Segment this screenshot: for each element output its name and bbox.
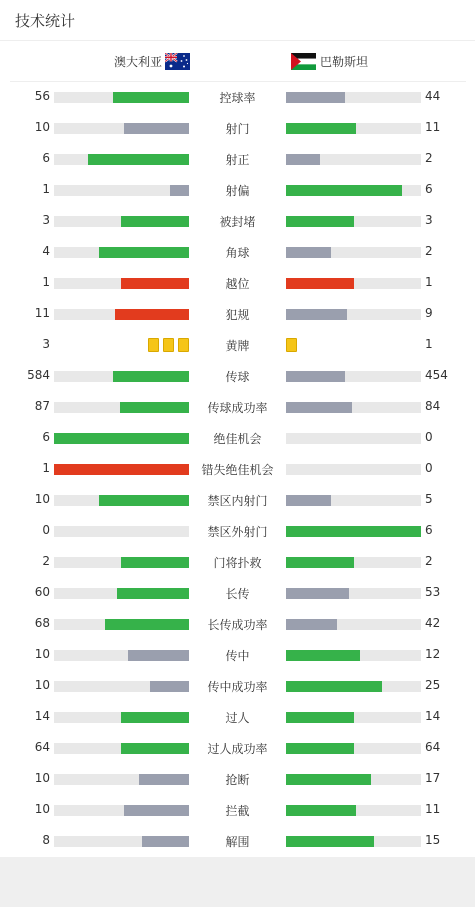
away-stat-bar xyxy=(286,712,354,723)
home-stat-bar xyxy=(121,743,189,754)
away-stat-value: 2 xyxy=(425,244,433,258)
yellow-card-icon xyxy=(286,338,297,352)
stat-row xyxy=(0,733,475,764)
home-stat-bar-track xyxy=(54,743,189,754)
away-yellow-cards xyxy=(286,338,297,352)
away-stat-bar-track xyxy=(286,495,421,506)
home-stat-value: 0 xyxy=(42,523,50,537)
stat-row xyxy=(0,671,475,702)
away-stat-bar xyxy=(286,774,371,785)
home-stat-bar xyxy=(115,309,189,320)
away-stat-bar-track xyxy=(286,154,421,165)
away-stat-bar xyxy=(286,123,356,134)
away-stat-bar xyxy=(286,619,337,630)
away-stat-value: 0 xyxy=(425,430,433,444)
away-stat-value: 0 xyxy=(425,461,433,475)
stat-label: 射偏 xyxy=(225,184,250,198)
stat-row xyxy=(0,640,475,671)
stat-label: 禁区内射门 xyxy=(207,494,268,508)
home-stat-bar-track xyxy=(54,278,189,289)
yellow-card-icon xyxy=(148,338,159,352)
home-stat-value: 64 xyxy=(34,740,50,754)
away-stat-value: 11 xyxy=(425,802,441,816)
stat-row xyxy=(0,144,475,175)
stat-label: 射正 xyxy=(225,153,250,167)
home-stat-bar xyxy=(121,712,189,723)
away-stat-bar xyxy=(286,526,421,537)
home-stat-value: 14 xyxy=(34,709,50,723)
home-stat-value: 11 xyxy=(34,306,50,320)
stat-row xyxy=(0,361,475,392)
home-stat-value: 10 xyxy=(34,120,50,134)
home-stat-bar-track xyxy=(54,557,189,568)
away-stat-bar xyxy=(286,495,331,506)
home-stat-value: 1 xyxy=(42,461,50,475)
home-stat-bar xyxy=(121,216,189,227)
home-stat-bar-track xyxy=(54,650,189,661)
home-stat-bar xyxy=(142,836,189,847)
away-stat-value: 42 xyxy=(425,616,441,630)
stat-label: 拦截 xyxy=(225,804,250,818)
home-stat-bar xyxy=(121,278,189,289)
home-stat-bar-track xyxy=(54,216,189,227)
away-stat-value: 11 xyxy=(425,120,441,134)
away-stat-bar xyxy=(286,371,345,382)
away-stat-value: 64 xyxy=(425,740,441,754)
away-stat-bar xyxy=(286,650,360,661)
away-stat-value: 15 xyxy=(425,833,441,847)
stat-label: 黄牌 xyxy=(225,339,250,353)
stat-label: 门将扑救 xyxy=(213,556,262,570)
stat-label: 抢断 xyxy=(225,773,250,787)
home-stat-value: 10 xyxy=(34,678,50,692)
stat-label: 绝佳机会 xyxy=(213,432,262,446)
away-stat-value: 2 xyxy=(425,151,433,165)
stat-label: 过人 xyxy=(225,711,250,725)
away-stat-bar-track xyxy=(286,712,421,723)
home-stat-value: 6 xyxy=(42,430,50,444)
home-stat-value: 3 xyxy=(42,337,50,351)
away-stat-bar-track xyxy=(286,774,421,785)
stat-row xyxy=(0,330,475,361)
home-stat-bar xyxy=(128,650,189,661)
stat-row xyxy=(0,423,475,454)
home-stat-bar xyxy=(139,774,189,785)
away-stat-bar xyxy=(286,92,345,103)
away-stat-bar xyxy=(286,402,352,413)
home-stat-value: 8 xyxy=(42,833,50,847)
home-stat-bar-track xyxy=(54,402,189,413)
home-stat-value: 10 xyxy=(34,647,50,661)
away-stat-value: 454 xyxy=(425,368,448,382)
home-stat-value: 6 xyxy=(42,151,50,165)
away-stat-bar-track xyxy=(286,92,421,103)
home-stat-bar-track xyxy=(54,123,189,134)
stat-row xyxy=(0,454,475,485)
home-stat-bar xyxy=(105,619,189,630)
palestine-flag-icon xyxy=(291,53,316,70)
home-stat-bar xyxy=(124,805,189,816)
away-stat-bar xyxy=(286,154,320,165)
home-team-name: 澳大利亚 xyxy=(113,55,162,69)
stat-row xyxy=(0,299,475,330)
away-stat-bar-track xyxy=(286,588,421,599)
home-stat-value: 1 xyxy=(42,275,50,289)
stat-label: 犯规 xyxy=(225,308,250,322)
away-stat-bar-track xyxy=(286,185,421,196)
away-stat-value: 2 xyxy=(425,554,433,568)
away-stat-bar xyxy=(286,836,374,847)
away-stat-bar-track xyxy=(286,526,421,537)
away-stat-bar-track xyxy=(286,681,421,692)
stat-label: 长传成功率 xyxy=(207,618,268,632)
stat-label: 禁区外射门 xyxy=(207,525,268,539)
away-stat-value: 44 xyxy=(425,89,441,103)
stat-label: 被封堵 xyxy=(219,215,256,229)
away-stat-bar-track xyxy=(286,278,421,289)
away-stat-bar-track xyxy=(286,433,421,444)
home-stat-bar xyxy=(54,464,189,475)
teams-header xyxy=(0,41,475,81)
home-stat-bar-track xyxy=(54,495,189,506)
away-stat-bar xyxy=(286,309,347,320)
stat-row xyxy=(0,485,475,516)
stat-row xyxy=(0,702,475,733)
away-stat-value: 17 xyxy=(425,771,441,785)
stat-row xyxy=(0,268,475,299)
stat-row xyxy=(0,206,475,237)
stat-label: 传球 xyxy=(225,370,250,384)
home-yellow-cards xyxy=(148,338,189,352)
stat-row xyxy=(0,547,475,578)
stat-row xyxy=(0,516,475,547)
away-stat-bar-track xyxy=(286,464,421,475)
stat-label: 错失绝佳机会 xyxy=(201,463,274,477)
home-stat-bar-track xyxy=(54,526,189,537)
away-stat-bar xyxy=(286,278,354,289)
stats-list xyxy=(0,82,475,857)
home-stat-bar-track xyxy=(54,92,189,103)
stat-row xyxy=(0,113,475,144)
away-stat-bar xyxy=(286,588,349,599)
stat-row xyxy=(0,795,475,826)
home-stat-bar xyxy=(120,402,189,413)
away-stat-bar xyxy=(286,743,354,754)
away-stat-value: 14 xyxy=(425,709,441,723)
away-stat-value: 1 xyxy=(425,275,433,289)
away-stat-bar-track xyxy=(286,216,421,227)
stat-label: 解围 xyxy=(225,835,250,849)
away-stat-bar-track xyxy=(286,309,421,320)
away-stat-value: 9 xyxy=(425,306,433,320)
stat-label: 越位 xyxy=(225,277,250,291)
stat-row xyxy=(0,578,475,609)
home-stat-bar-track xyxy=(54,371,189,382)
home-stat-value: 68 xyxy=(34,616,50,630)
home-stat-bar xyxy=(113,371,189,382)
stat-row xyxy=(0,237,475,268)
away-stat-value: 53 xyxy=(425,585,441,599)
away-stat-bar-track xyxy=(286,557,421,568)
stat-row xyxy=(0,826,475,857)
away-stat-bar-track xyxy=(286,805,421,816)
home-stat-value: 4 xyxy=(42,244,50,258)
home-stat-bar xyxy=(99,495,189,506)
away-stat-bar xyxy=(286,681,382,692)
home-stat-value: 56 xyxy=(34,89,50,103)
away-stat-value: 3 xyxy=(425,213,433,227)
away-stat-value: 6 xyxy=(425,182,433,196)
home-stat-bar xyxy=(88,154,189,165)
stat-label: 长传 xyxy=(225,587,250,601)
away-team-name: 巴勒斯坦 xyxy=(320,55,369,69)
away-stat-bar-track xyxy=(286,836,421,847)
away-stat-value: 12 xyxy=(425,647,441,661)
away-stat-bar xyxy=(286,557,354,568)
home-stat-bar-track xyxy=(54,154,189,165)
home-stat-bar xyxy=(150,681,189,692)
home-stat-value: 10 xyxy=(34,771,50,785)
stat-row xyxy=(0,175,475,206)
home-stat-value: 10 xyxy=(34,492,50,506)
page-title: 技术统计 xyxy=(15,12,76,30)
home-stat-value: 87 xyxy=(34,399,50,413)
home-stat-bar-track xyxy=(54,588,189,599)
away-stat-bar-track xyxy=(286,743,421,754)
stat-label: 角球 xyxy=(225,246,250,260)
stat-row xyxy=(0,392,475,423)
home-stat-value: 1 xyxy=(42,182,50,196)
away-stat-bar xyxy=(286,216,354,227)
home-stat-bar xyxy=(54,433,189,444)
away-stat-value: 25 xyxy=(425,678,441,692)
home-stat-bar xyxy=(124,123,189,134)
away-stat-bar xyxy=(286,185,402,196)
home-stat-bar-track xyxy=(54,464,189,475)
stat-row xyxy=(0,764,475,795)
stat-row xyxy=(0,609,475,640)
home-stat-bar-track xyxy=(54,433,189,444)
away-stat-bar-track xyxy=(286,371,421,382)
away-stat-value: 84 xyxy=(425,399,441,413)
home-stat-bar-track xyxy=(54,247,189,258)
away-stat-value: 1 xyxy=(425,337,433,351)
stat-label: 控球率 xyxy=(219,91,256,105)
home-stat-bar-track xyxy=(54,681,189,692)
home-stat-bar-track xyxy=(54,774,189,785)
away-stat-bar-track xyxy=(286,619,421,630)
home-stat-bar xyxy=(170,185,189,196)
stat-label: 射门 xyxy=(225,122,250,136)
home-stat-bar-track xyxy=(54,836,189,847)
australia-flag-icon xyxy=(165,53,190,70)
stat-label: 传中 xyxy=(225,649,250,663)
home-stat-bar xyxy=(99,247,189,258)
home-stat-bar xyxy=(113,92,189,103)
yellow-card-icon xyxy=(178,338,189,352)
away-stat-bar xyxy=(286,247,331,258)
away-stat-bar-track xyxy=(286,247,421,258)
home-stat-value: 2 xyxy=(42,554,50,568)
stat-label: 传球成功率 xyxy=(207,401,268,415)
home-stat-bar-track xyxy=(54,712,189,723)
stat-label: 传中成功率 xyxy=(207,680,268,694)
stat-row xyxy=(0,82,475,113)
home-stat-value: 3 xyxy=(42,213,50,227)
away-stat-value: 6 xyxy=(425,523,433,537)
home-stat-bar-track xyxy=(54,309,189,320)
stat-label: 过人成功率 xyxy=(207,742,268,756)
home-stat-value: 60 xyxy=(34,585,50,599)
away-stat-bar-track xyxy=(286,123,421,134)
away-stat-bar-track xyxy=(286,650,421,661)
home-stat-bar-track xyxy=(54,619,189,630)
home-stat-value: 584 xyxy=(27,368,50,382)
home-stat-bar-track xyxy=(54,805,189,816)
home-stat-value: 10 xyxy=(34,802,50,816)
away-stat-value: 5 xyxy=(425,492,433,506)
home-stat-bar xyxy=(117,588,189,599)
yellow-card-icon xyxy=(163,338,174,352)
away-stat-bar xyxy=(286,805,356,816)
away-stat-bar-track xyxy=(286,402,421,413)
home-stat-bar-track xyxy=(54,185,189,196)
home-stat-bar xyxy=(121,557,189,568)
